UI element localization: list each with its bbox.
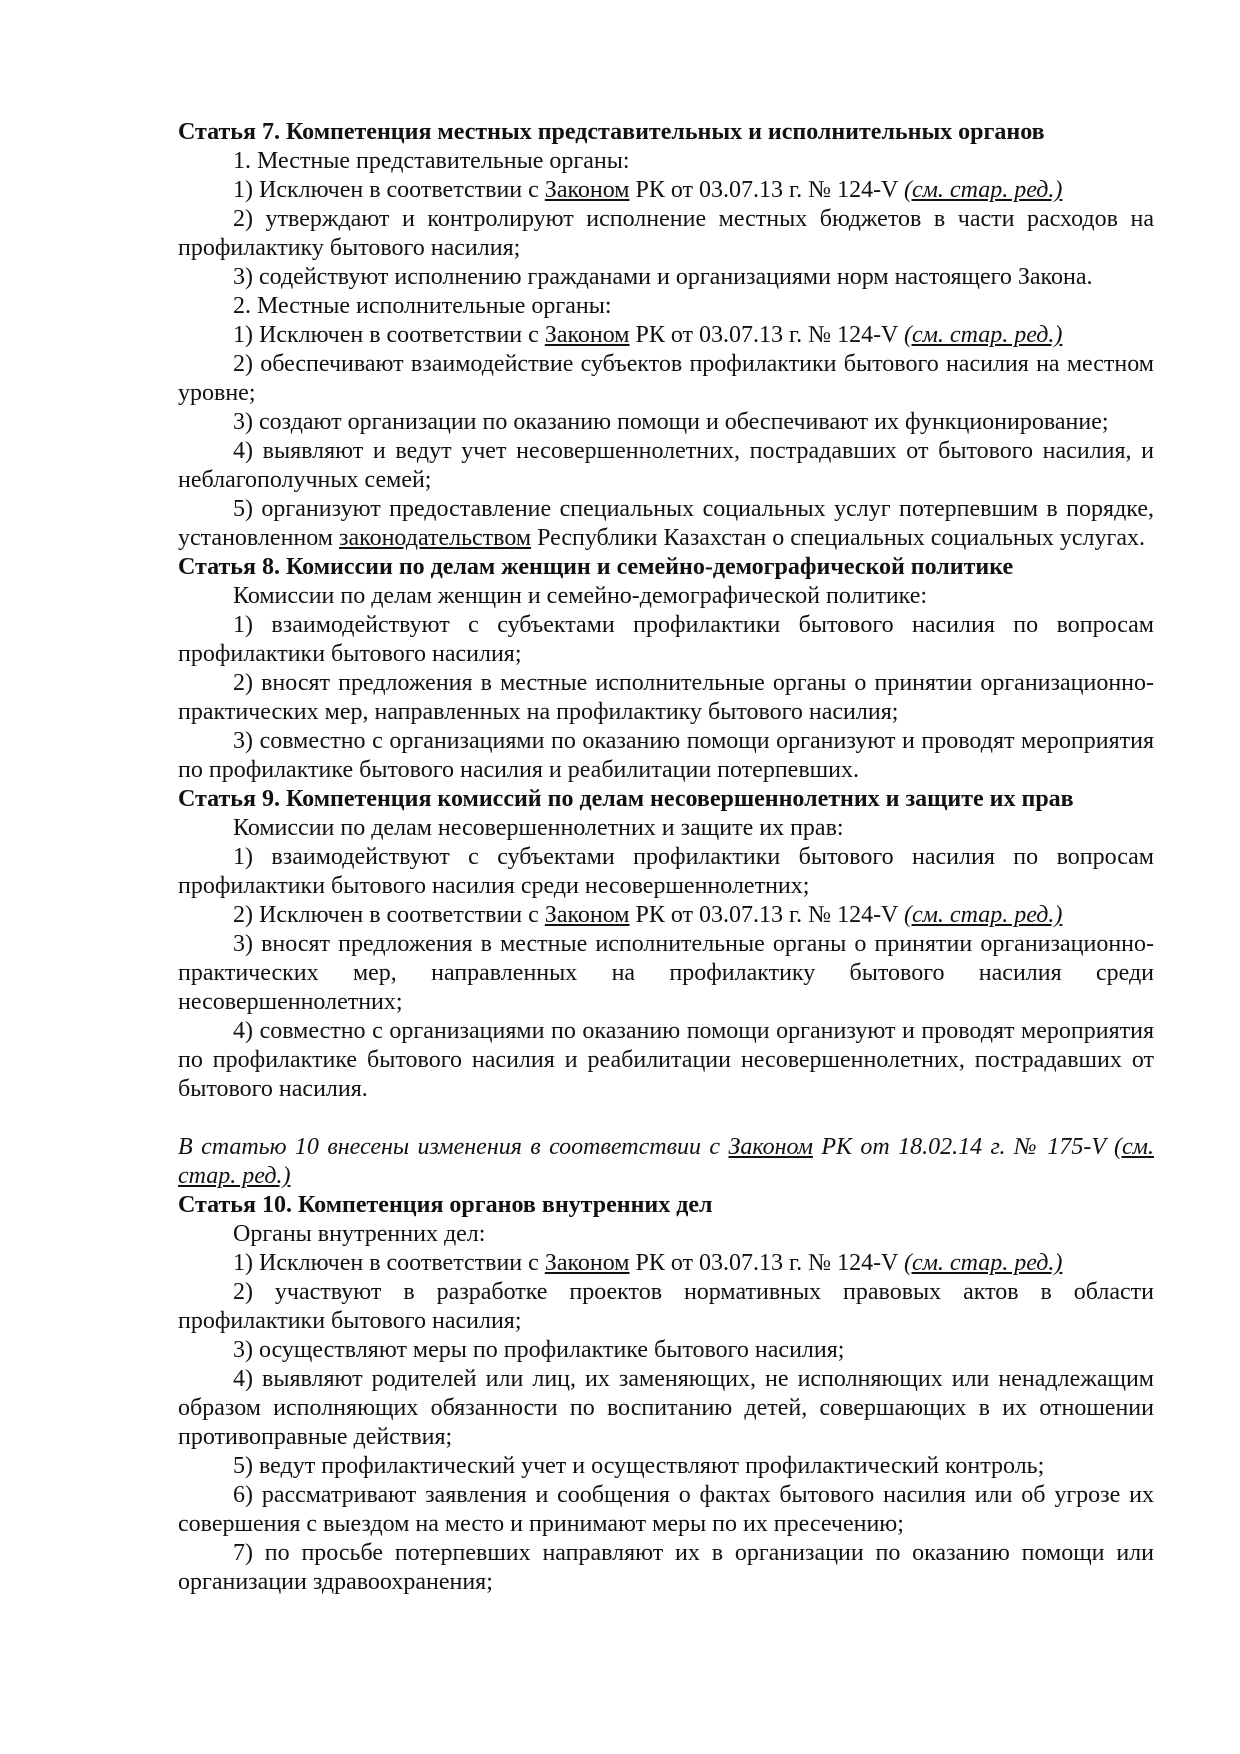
text-segment: РК от 03.07.13 г. № 124-V xyxy=(629,177,904,203)
paragraph: 2) участвуют в разработке проектов нормативных правовых актов в области профилактики бытового насилия; xyxy=(178,1279,1154,1334)
excluded-item xyxy=(178,321,1154,350)
paragraph: 1) взаимодействуют с субъектами профилактики бытового насилия по вопросам профилактики бытового насилия; xyxy=(178,612,1154,667)
paragraph: 2) вносят предложения в местные исполнительные органы о принятии организационно-практических мер, направленных на профилактику бытового насилия; xyxy=(178,670,1154,725)
old-edition-link[interactable]: (см. стар. ред.) xyxy=(903,177,1063,203)
article-heading: Статья 8. Комиссии по делам женщин и семейно-демографической политике xyxy=(178,554,1014,580)
paragraph: 1. Местные представительные органы: xyxy=(233,148,630,174)
text-segment: 1) Исключен в соответствии с xyxy=(233,1250,545,1276)
law-link[interactable]: Законом xyxy=(728,1134,813,1160)
paragraph: 3) вносят предложения в местные исполнительные органы о принятии организационно-практических мер, направленных на профилактику бытового насилия среди несовершеннолетних; xyxy=(178,931,1154,1015)
text-segment: 2) Исключен в соответствии с xyxy=(233,902,545,928)
text-segment: РК от 03.07.13 г. № 124-V xyxy=(629,902,904,928)
text-segment: РК от 03.07.13 г. № 124-V xyxy=(629,1250,904,1276)
paragraph: 2. Местные исполнительные органы: xyxy=(233,293,612,319)
text-segment: 5) организуют предоставление специальных социальных услуг потерпевшим в порядке, установленном xyxy=(178,496,1154,551)
law-link[interactable]: Законом xyxy=(544,1250,630,1276)
excluded-item xyxy=(178,901,1154,930)
paragraph xyxy=(178,495,1154,553)
text-segment: Республики Казахстан о специальных социальных услугах. xyxy=(531,525,1145,551)
law-link[interactable]: Законом xyxy=(544,177,630,203)
paragraph: 5) ведут профилактический учет и осуществляют профилактический контроль; xyxy=(233,1453,1045,1479)
paragraph: 7) по просьбе потерпевших направляют их в организации по оказанию помощи или организации здравоохранения; xyxy=(178,1540,1154,1595)
paragraph: 6) рассматривают заявления и сообщения о фактах бытового насилия или об угрозе их совершения с выездом на место и принимают меры по их пресечению; xyxy=(178,1482,1154,1537)
paragraph: 1) взаимодействуют с субъектами профилактики бытового насилия по вопросам профилактики бытового насилия среди несовершеннолетних; xyxy=(178,844,1154,899)
paragraph: 4) совместно с организациями по оказанию помощи организуют и проводят мероприятия по профилактике бытового насилия и реабилитации несовершеннолетних, пострадавших от бытового насилия. xyxy=(178,1018,1154,1102)
law-link[interactable]: Законом xyxy=(544,902,630,928)
paragraph: 4) выявляют и ведут учет несовершеннолетних, пострадавших от бытового насилия, и неблагополучных семей; xyxy=(178,438,1154,493)
old-edition-link[interactable]: (см. стар. ред.) xyxy=(178,1134,1154,1189)
spacer xyxy=(178,1104,1154,1133)
excluded-item xyxy=(178,176,1154,205)
text-segment: 1) Исключен в соответствии с xyxy=(233,177,545,203)
amendment-note xyxy=(178,1133,1154,1191)
text-segment: 1) Исключен в соответствии с xyxy=(233,322,545,348)
paragraph: Комиссии по делам несовершеннолетних и защите их прав: xyxy=(233,815,844,841)
document-page xyxy=(178,118,1154,1597)
paragraph: 3) содействуют исполнению гражданами и организациями норм настоящего Закона. xyxy=(233,264,1093,290)
paragraph: 4) выявляют родителей или лиц, их заменяющих, не исполняющих или ненадлежащим образом исполняющих обязанности по воспитанию детей, совершающих в их отношении противоправные действия; xyxy=(178,1366,1154,1450)
paragraph: 3) осуществляют меры по профилактике бытового насилия; xyxy=(233,1337,845,1363)
old-edition-link[interactable]: (см. стар. ред.) xyxy=(903,902,1063,928)
paragraph: Органы внутренних дел: xyxy=(233,1221,486,1247)
excluded-item xyxy=(178,1249,1154,1278)
old-edition-link[interactable]: (см. стар. ред.) xyxy=(903,1250,1063,1276)
paragraph: 2) утверждают и контролируют исполнение местных бюджетов в части расходов на профилактику бытового насилия; xyxy=(178,206,1154,261)
paragraph: 3) совместно с организациями по оказанию помощи организуют и проводят мероприятия по профилактике бытового насилия и реабилитации потерпевших. xyxy=(178,728,1154,783)
text-segment: РК от 18.02.14 г. № 175-V xyxy=(812,1134,1115,1160)
old-edition-link[interactable]: (см. стар. ред.) xyxy=(903,322,1063,348)
article-heading: Статья 7. Компетенция местных представительных и исполнительных органов xyxy=(178,119,1045,145)
paragraph: 2) обеспечивают взаимодействие субъектов профилактики бытового насилия на местном уровне; xyxy=(178,351,1154,406)
text-segment: РК от 03.07.13 г. № 124-V xyxy=(629,322,904,348)
paragraph: Комиссии по делам женщин и семейно-демографической политике: xyxy=(233,583,928,609)
text-segment: В статью 10 внесены изменения в соответствии с xyxy=(178,1134,729,1160)
law-link[interactable]: Законом xyxy=(544,322,630,348)
law-link[interactable]: законодательством xyxy=(339,525,532,551)
article-heading: Статья 10. Компетенция органов внутренних дел xyxy=(178,1192,713,1218)
paragraph: 3) создают организации по оказанию помощи и обеспечивают их функционирование; xyxy=(233,409,1109,435)
article-heading: Статья 9. Компетенция комиссий по делам несовершеннолетних и защите их прав xyxy=(178,786,1074,812)
